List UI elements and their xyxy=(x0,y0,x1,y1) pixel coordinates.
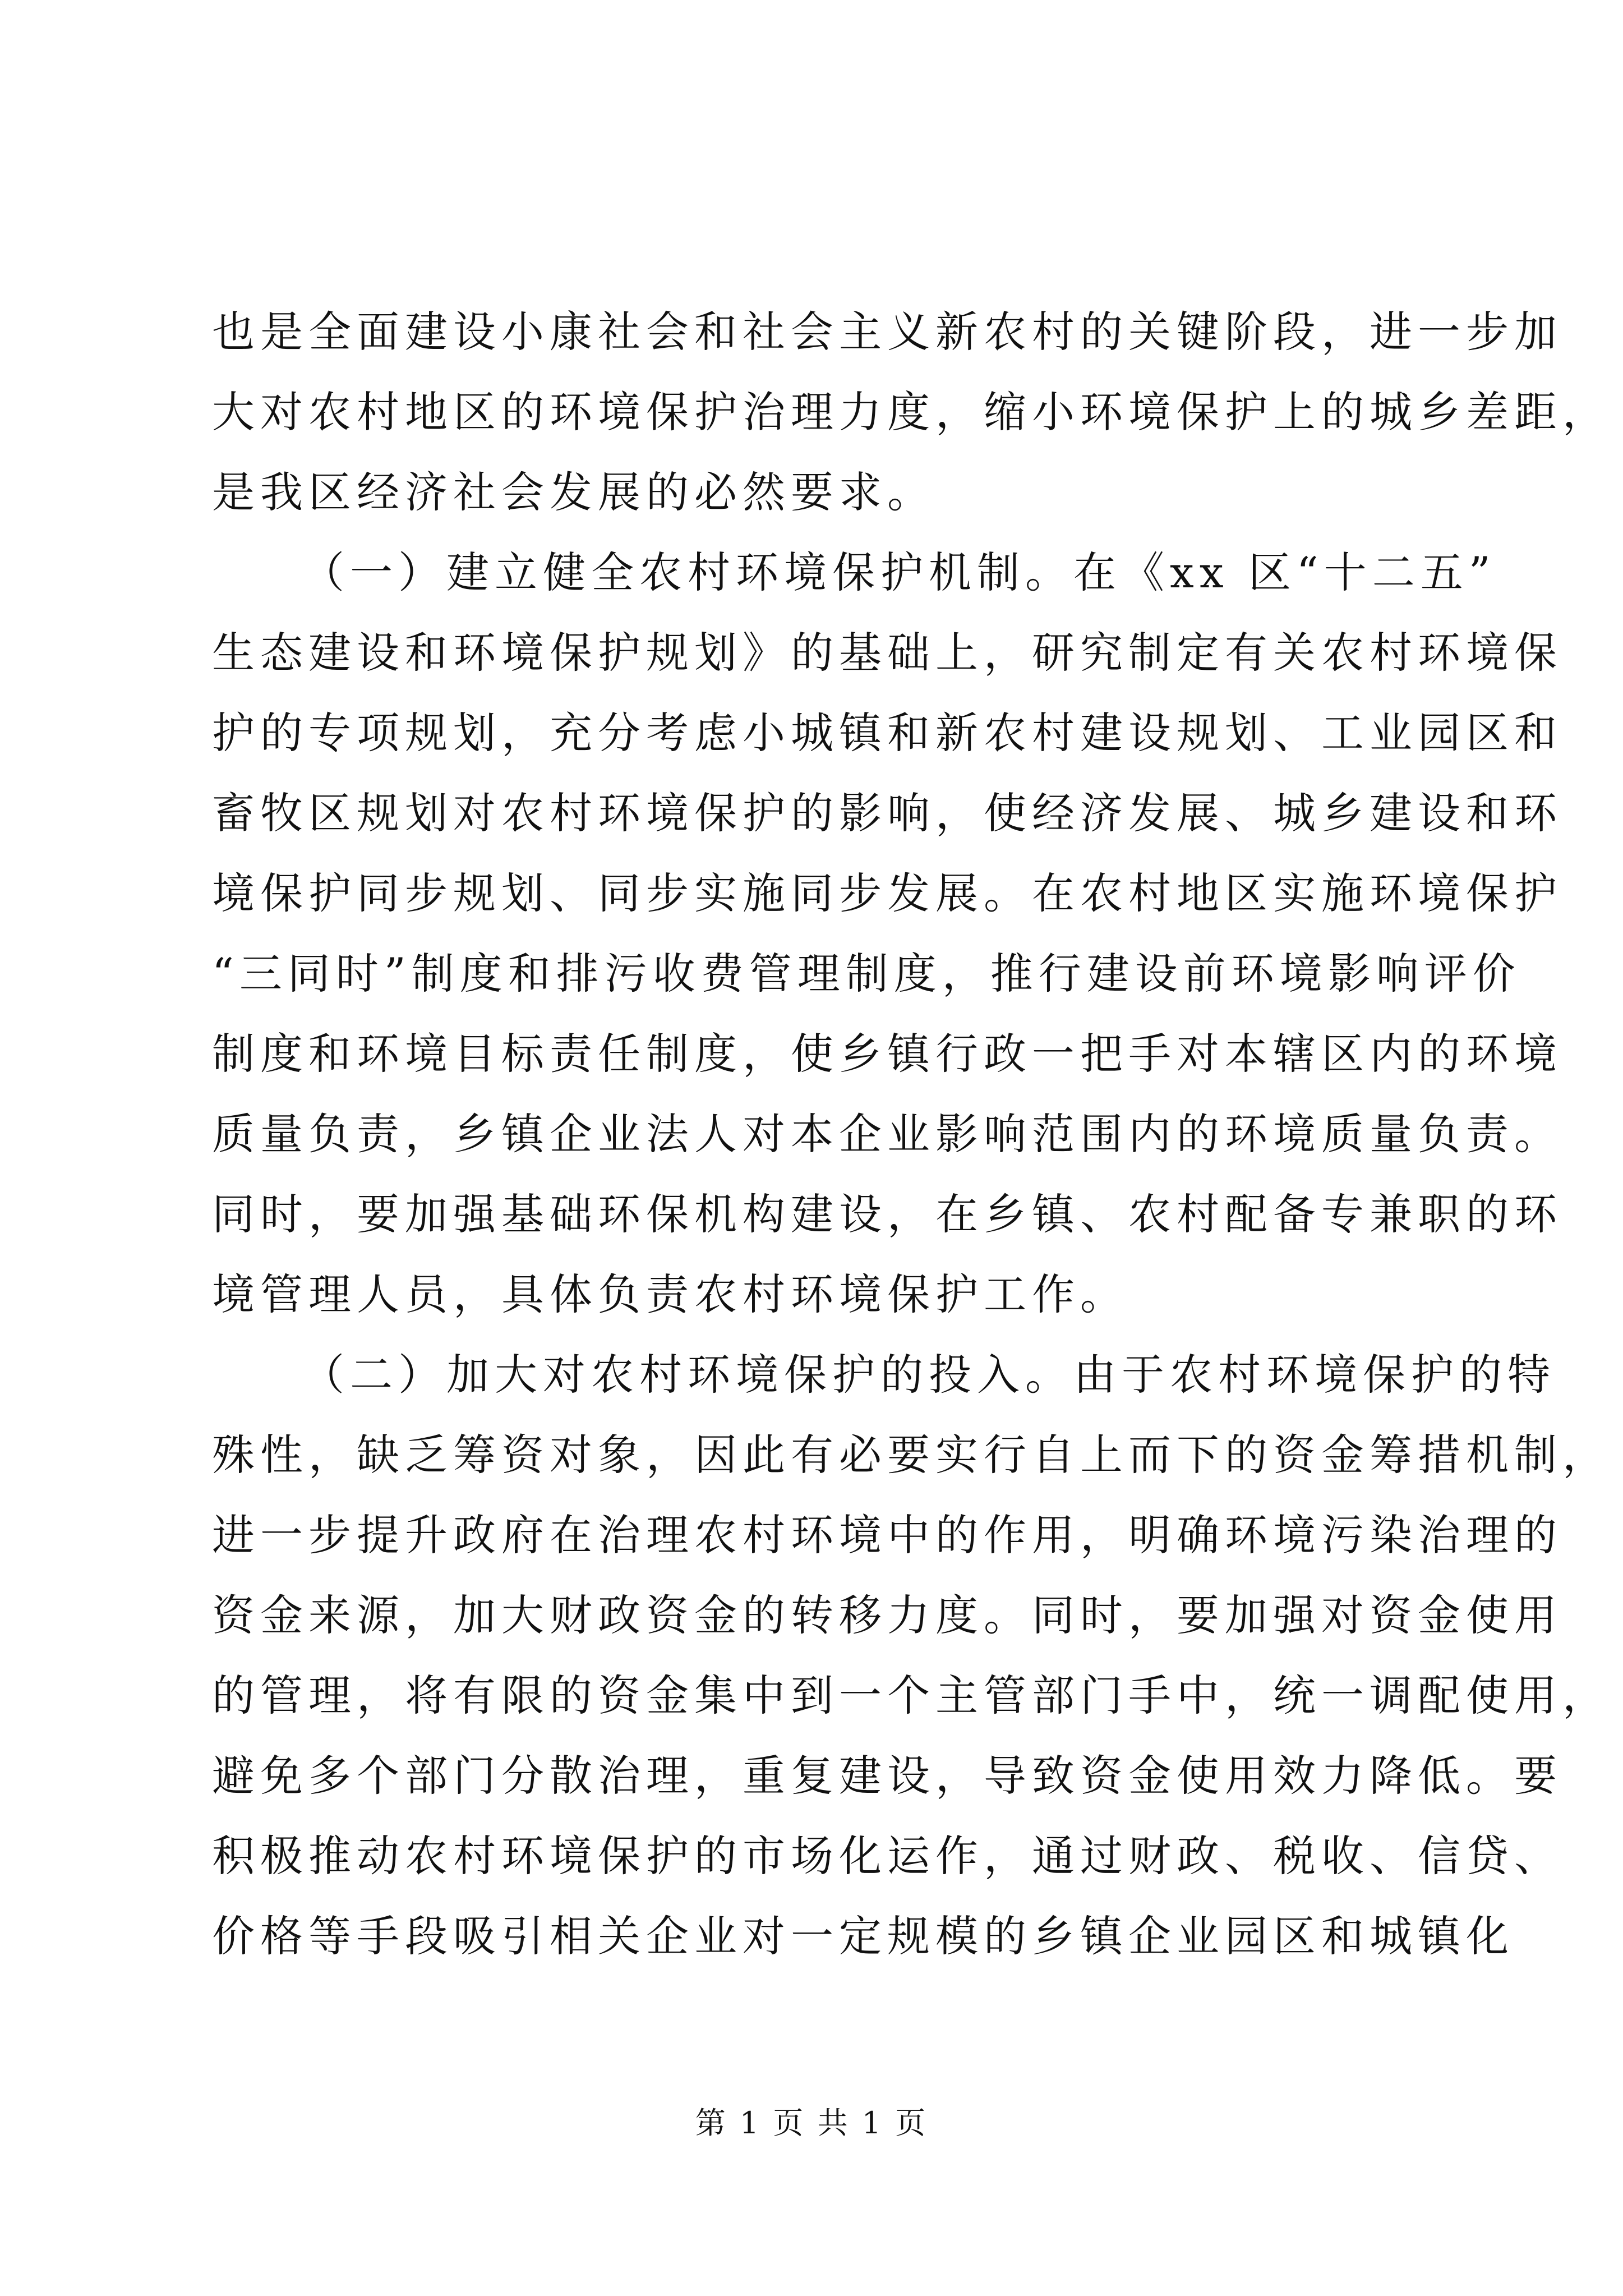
text-line: 生态建设和环境保护规划》的基础上，研究制定有关农村环境保 xyxy=(212,628,1562,678)
text-line: 质量负责，乡镇企业法人对本企业影响范围内的环境质量负责。 xyxy=(212,1109,1562,1159)
text-line: 进一步提升政府在治理农村环境中的作用，明确环境污染治理的 xyxy=(212,1510,1562,1560)
text-line: “三同时”制度和排污收费管理制度，推行建设前环境影响评价 xyxy=(212,949,1521,999)
paragraph-heading-line: （二）加大对农村环境保护的投入。由于农村环境保护的特 xyxy=(302,1350,1556,1400)
text-line: 大对农村地区的环境保护治理力度，缩小环境保护上的城乡差距， xyxy=(212,387,1611,437)
text-line: 畜牧区规划对农村环境保护的影响，使经济发展、城乡建设和环 xyxy=(212,788,1562,838)
paragraph-heading-line: （一）建立健全农村环境保护机制。在《xx 区“十二五” xyxy=(302,547,1496,597)
text-line: 境保护同步规划、同步实施同步发展。在农村地区实施环境保护 xyxy=(212,868,1562,918)
text-line: 避免多个部门分散治理，重复建设，导致资金使用效力降低。要 xyxy=(212,1751,1562,1801)
text-line: 是我区经济社会发展的必然要求。 xyxy=(212,467,935,517)
text-line: 价格等手段吸引相关企业对一定规模的乡镇企业园区和城镇化 xyxy=(212,1911,1514,1961)
text-line: 制度和环境目标责任制度，使乡镇行政一把手对本辖区内的环境 xyxy=(212,1029,1562,1079)
text-line: 积极推动农村环境保护的市场化运作，通过财政、税收、信贷、 xyxy=(212,1831,1562,1881)
text-line: 资金来源，加大财政资金的转移力度。同时，要加强对资金使用 xyxy=(212,1590,1562,1640)
text-line: 殊性，缺乏筹资对象，因此有必要实行自上而下的资金筹措机制， xyxy=(212,1430,1611,1480)
text-line: 的管理，将有限的资金集中到一个主管部门手中，统一调配使用， xyxy=(212,1671,1611,1720)
page-number-footer: 第 1 页 共 1 页 xyxy=(695,2105,928,2141)
text-line: 也是全面建设小康社会和社会主义新农村的关键阶段，进一步加 xyxy=(212,307,1562,357)
document-body xyxy=(212,292,1611,1976)
text-line: 境管理人员，具体负责农村环境保护工作。 xyxy=(212,1269,1128,1319)
text-line: 护的专项规划，充分考虑小城镇和新农村建设规划、工业园区和 xyxy=(212,708,1562,758)
text-line: 同时，要加强基础环保机构建设，在乡镇、农村配备专兼职的环 xyxy=(212,1189,1562,1239)
